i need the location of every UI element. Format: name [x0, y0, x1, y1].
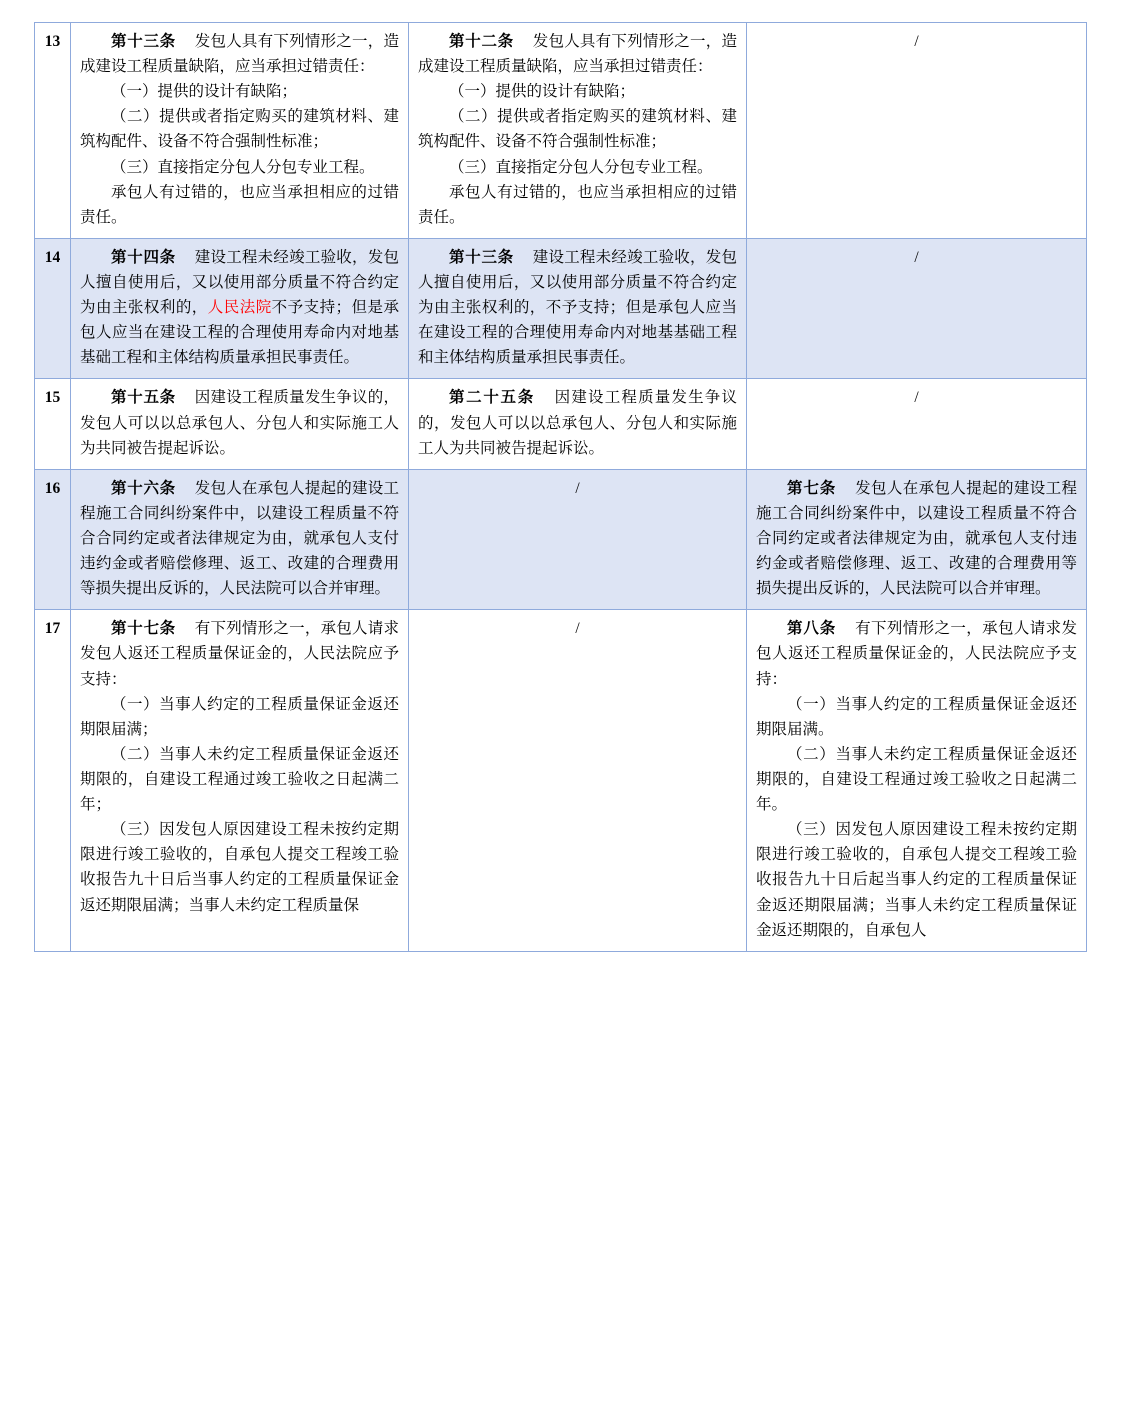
paragraph: （三）因发包人原因建设工程未按约定期限进行竣工验收的，自承包人提交工程竣工验收报告九十日后当事人约定的工程质量保证金返还期限届满；当事人未约定工程质量保: [80, 821, 399, 914]
paragraph: （二）当事人未约定工程质量保证金返还期限的，自建设工程通过竣工验收之日起满二年。: [756, 745, 1077, 814]
paragraph-text: 因建设工程质量发生争议的，发包人可以以总承包人、分包人和实际施工人为共同被告提起诉讼。: [418, 389, 737, 457]
article-number: 第七条: [787, 479, 837, 497]
paragraph-text-prefix: 建设工程未经竣工验收，发包人擅自使用后，又以使用部分质量不符合约定为由主张权利的，: [80, 248, 399, 317]
paragraph: （一）当事人约定的工程质量保证金返还期限届满；: [80, 695, 399, 738]
paragraph: （二）提供或者指定购买的建筑材料、建筑构配件、设备不符合强制性标准；: [418, 108, 737, 151]
paragraph: [418, 385, 737, 460]
paragraph-text: 发包人具有下列情形之一，造成建设工程质量缺陷，应当承担过错责任：: [418, 33, 737, 76]
paragraph: （一）提供的设计有缺陷；: [111, 83, 298, 101]
article-number: 第十三条: [449, 248, 514, 266]
paragraph-text: 有下列情形之一，承包人请求发包人返还工程质量保证金的，人民法院应予支持：: [756, 620, 1077, 688]
paragraph-text: 有下列情形之一，承包人请求发包人返还工程质量保证金的，人民法院应予支持：: [80, 620, 399, 688]
article-number: 第十七条: [111, 620, 176, 638]
paragraph: （三）直接指定分包人分包专业工程。: [449, 158, 713, 176]
row-index: 16: [35, 469, 71, 610]
table-row: [35, 469, 1087, 610]
row-new-article: [71, 379, 409, 469]
row-old-article-1: [409, 23, 747, 239]
paragraph-text: 建设工程未经竣工验收，发包人擅自使用后，又以使用部分质量不符合约定为由主张权利的，不予支持；但是承包人应当在建设工程的合理使用寿命内对地基基础工程和主体结构质量承担民事责任。: [418, 248, 737, 367]
table-row: [35, 238, 1087, 379]
paragraph-text: 因建设工程质量发生争议的，发包人可以以总承包人、分包人和实际施工人为共同被告提起诉讼。: [80, 389, 399, 457]
row-old-article-2: [747, 610, 1087, 951]
paragraph-text: 发包人具有下列情形之一，造成建设工程质量缺陷，应当承担过错责任：: [80, 33, 399, 76]
paragraph-text-suffix: 不予支持；但是承包人应当在建设工程的合理使用寿命内对地基基础工程和主体结构质量承担民事责任。: [80, 299, 399, 367]
row-old-article-1: [409, 379, 747, 469]
paragraph: [418, 245, 737, 371]
row-new-article: [71, 238, 409, 379]
paragraph-text: 发包人在承包人提起的建设工程施工合同纠纷案件中，以建设工程质量不符合合同约定或者法律规定为由，就承包人支付违约金或者赔偿修理、返工、改建的合理费用等损失提出反诉的，人民法院可以合并审理。: [756, 479, 1077, 598]
row-old-article-1: [409, 238, 747, 379]
paragraph: （一）提供的设计有缺陷；: [449, 83, 636, 101]
paragraph: 承包人有过错的，也应当承担相应的过错责任。: [418, 183, 737, 226]
paragraph: （二）提供或者指定购买的建筑材料、建筑构配件、设备不符合强制性标准；: [80, 108, 399, 151]
paragraph: （二）当事人未约定工程质量保证金返还期限的，自建设工程通过竣工验收之日起满二年；: [80, 745, 399, 814]
article-number: 第八条: [787, 620, 837, 638]
paragraph: [756, 616, 1077, 691]
article-number: 第二十五条: [449, 389, 535, 407]
row-new-article: [71, 23, 409, 239]
paragraph: [80, 29, 399, 79]
paragraph: 承包人有过错的，也应当承担相应的过错责任。: [80, 183, 399, 226]
article-number: 第十六条: [111, 479, 176, 497]
article-number: 第十四条: [111, 248, 176, 266]
highlighted-text: 人民法院: [207, 299, 272, 317]
paragraph: （三）直接指定分包人分包专业工程。: [111, 158, 375, 176]
table-row: [35, 23, 1087, 239]
table-row: [35, 610, 1087, 951]
paragraph: （三）因发包人原因建设工程未按约定期限进行竣工验收的，自承包人提交工程竣工验收报告九十日后起当事人约定的工程质量保证金返还期限届满；当事人未约定工程质量保证金返还期限的，自承包人: [756, 821, 1077, 939]
row-old-article-2-empty: /: [747, 23, 1087, 239]
article-number: 第十二条: [449, 33, 514, 50]
row-index: 17: [35, 610, 71, 951]
paragraph: [418, 29, 737, 79]
row-new-article: [71, 469, 409, 610]
row-old-article-1-empty: /: [409, 469, 747, 610]
row-old-article-1-empty: /: [409, 610, 747, 951]
paragraph: [80, 245, 399, 371]
article-number: 第十三条: [111, 33, 176, 50]
comparison-table: [34, 22, 1087, 952]
paragraph: [80, 385, 399, 460]
row-old-article-2: [747, 469, 1087, 610]
paragraph: [756, 476, 1077, 602]
row-index: 14: [35, 238, 71, 379]
paragraph: [80, 616, 399, 691]
paragraph: [80, 476, 399, 602]
row-new-article: [71, 610, 409, 951]
row-old-article-2-empty: /: [747, 238, 1087, 379]
paragraph: （一）当事人约定的工程质量保证金返还期限届满。: [756, 695, 1077, 738]
row-index: 15: [35, 379, 71, 469]
row-index: 13: [35, 23, 71, 239]
table-row: [35, 379, 1087, 469]
article-number: 第十五条: [111, 389, 176, 407]
paragraph-text: 发包人在承包人提起的建设工程施工合同纠纷案件中，以建设工程质量不符合合同约定或者法律规定为由，就承包人支付违约金或者赔偿修理、返工、改建的合理费用等损失提出反诉的，人民法院可以合并审理。: [80, 479, 399, 598]
row-old-article-2-empty: /: [747, 379, 1087, 469]
